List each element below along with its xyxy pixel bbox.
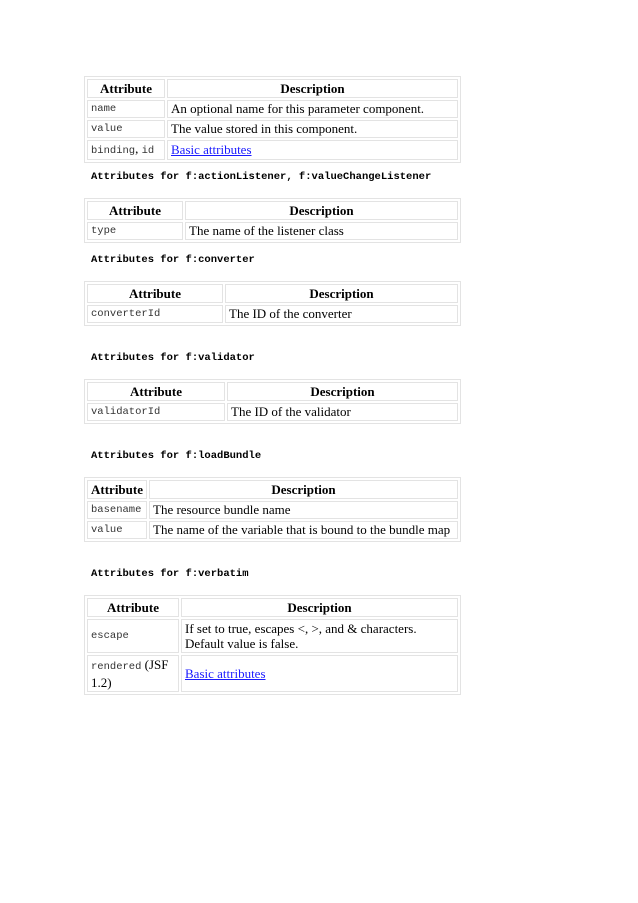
header-attribute: Attribute [87,284,223,303]
attribute-name: name [87,100,165,118]
attributes-table [84,198,461,243]
table-header-row [87,284,458,303]
table-row [87,100,458,118]
attribute-description [167,140,458,160]
basic-attributes-link[interactable]: Basic attributes [185,665,266,681]
attribute-description: If set to true, escapes <, >, and & characters. Default value is false. [181,619,458,653]
table-row [87,403,458,421]
table-row [87,655,458,692]
table-row [87,120,458,138]
attribute-name: value [87,521,147,539]
table-row [87,305,458,323]
attribute-version-note: (JSF 1.2) [91,657,169,690]
attribute-description: The name of the listener class [185,222,458,240]
table-load-bundle-attributes [84,477,461,542]
attribute-description: The resource bundle name [149,501,458,519]
table-header-row [87,382,458,401]
attribute-separator: , [135,141,142,156]
section-heading-load-bundle: Attributes for f:loadBundle [91,450,262,462]
attribute-name: type [87,222,183,240]
header-description: Description [167,79,458,98]
table-header-row [87,79,458,98]
header-description: Description [149,480,458,499]
header-description: Description [227,382,458,401]
table-verbatim-attributes [84,595,461,695]
header-description: Description [185,201,458,220]
table-validator-attributes [84,379,461,424]
header-attribute: Attribute [87,480,147,499]
attribute-description [181,655,458,692]
attribute-description: The ID of the converter [225,305,458,323]
header-attribute: Attribute [87,598,179,617]
attribute-name [87,140,165,160]
table-row [87,501,458,519]
attribute-name: escape [87,619,179,653]
section-heading-validator: Attributes for f:validator [91,352,255,364]
attributes-table [84,379,461,424]
attributes-table [84,281,461,326]
table-row [87,619,458,653]
attribute-name: basename [87,501,147,519]
attribute-id: id [141,145,155,157]
table-row [87,521,458,539]
table-listener-attributes [84,198,461,243]
header-attribute: Attribute [87,382,225,401]
attribute-name: validatorId [87,403,225,421]
table-row [87,140,458,160]
header-description: Description [181,598,458,617]
table-converter-attributes [84,281,461,326]
section-heading-converter: Attributes for f:converter [91,254,255,266]
attributes-table [84,76,461,163]
attribute-description: An optional name for this parameter component. [167,100,458,118]
attribute-name [87,655,179,692]
attributes-table [84,595,461,695]
attribute-name: converterId [87,305,223,323]
header-attribute: Attribute [87,79,165,98]
basic-attributes-link[interactable]: Basic attributes [171,142,252,157]
table-row [87,222,458,240]
attribute-binding: binding [91,145,136,157]
attribute-description: The ID of the validator [227,403,458,421]
attribute-description: The name of the variable that is bound to the bundle map [149,521,458,539]
section-heading-verbatim: Attributes for f:verbatim [91,568,249,580]
attributes-table [84,477,461,542]
table-parameter-attributes [84,76,461,163]
header-attribute: Attribute [87,201,183,220]
table-header-row [87,480,458,499]
attribute-description: The value stored in this component. [167,120,458,138]
header-description: Description [225,284,458,303]
section-heading-action-listener: Attributes for f:actionListener, f:valueChangeListener [91,171,432,183]
table-header-row [87,598,458,617]
table-header-row [87,201,458,220]
attribute-name: value [87,120,165,138]
attribute-rendered: rendered [91,661,142,673]
